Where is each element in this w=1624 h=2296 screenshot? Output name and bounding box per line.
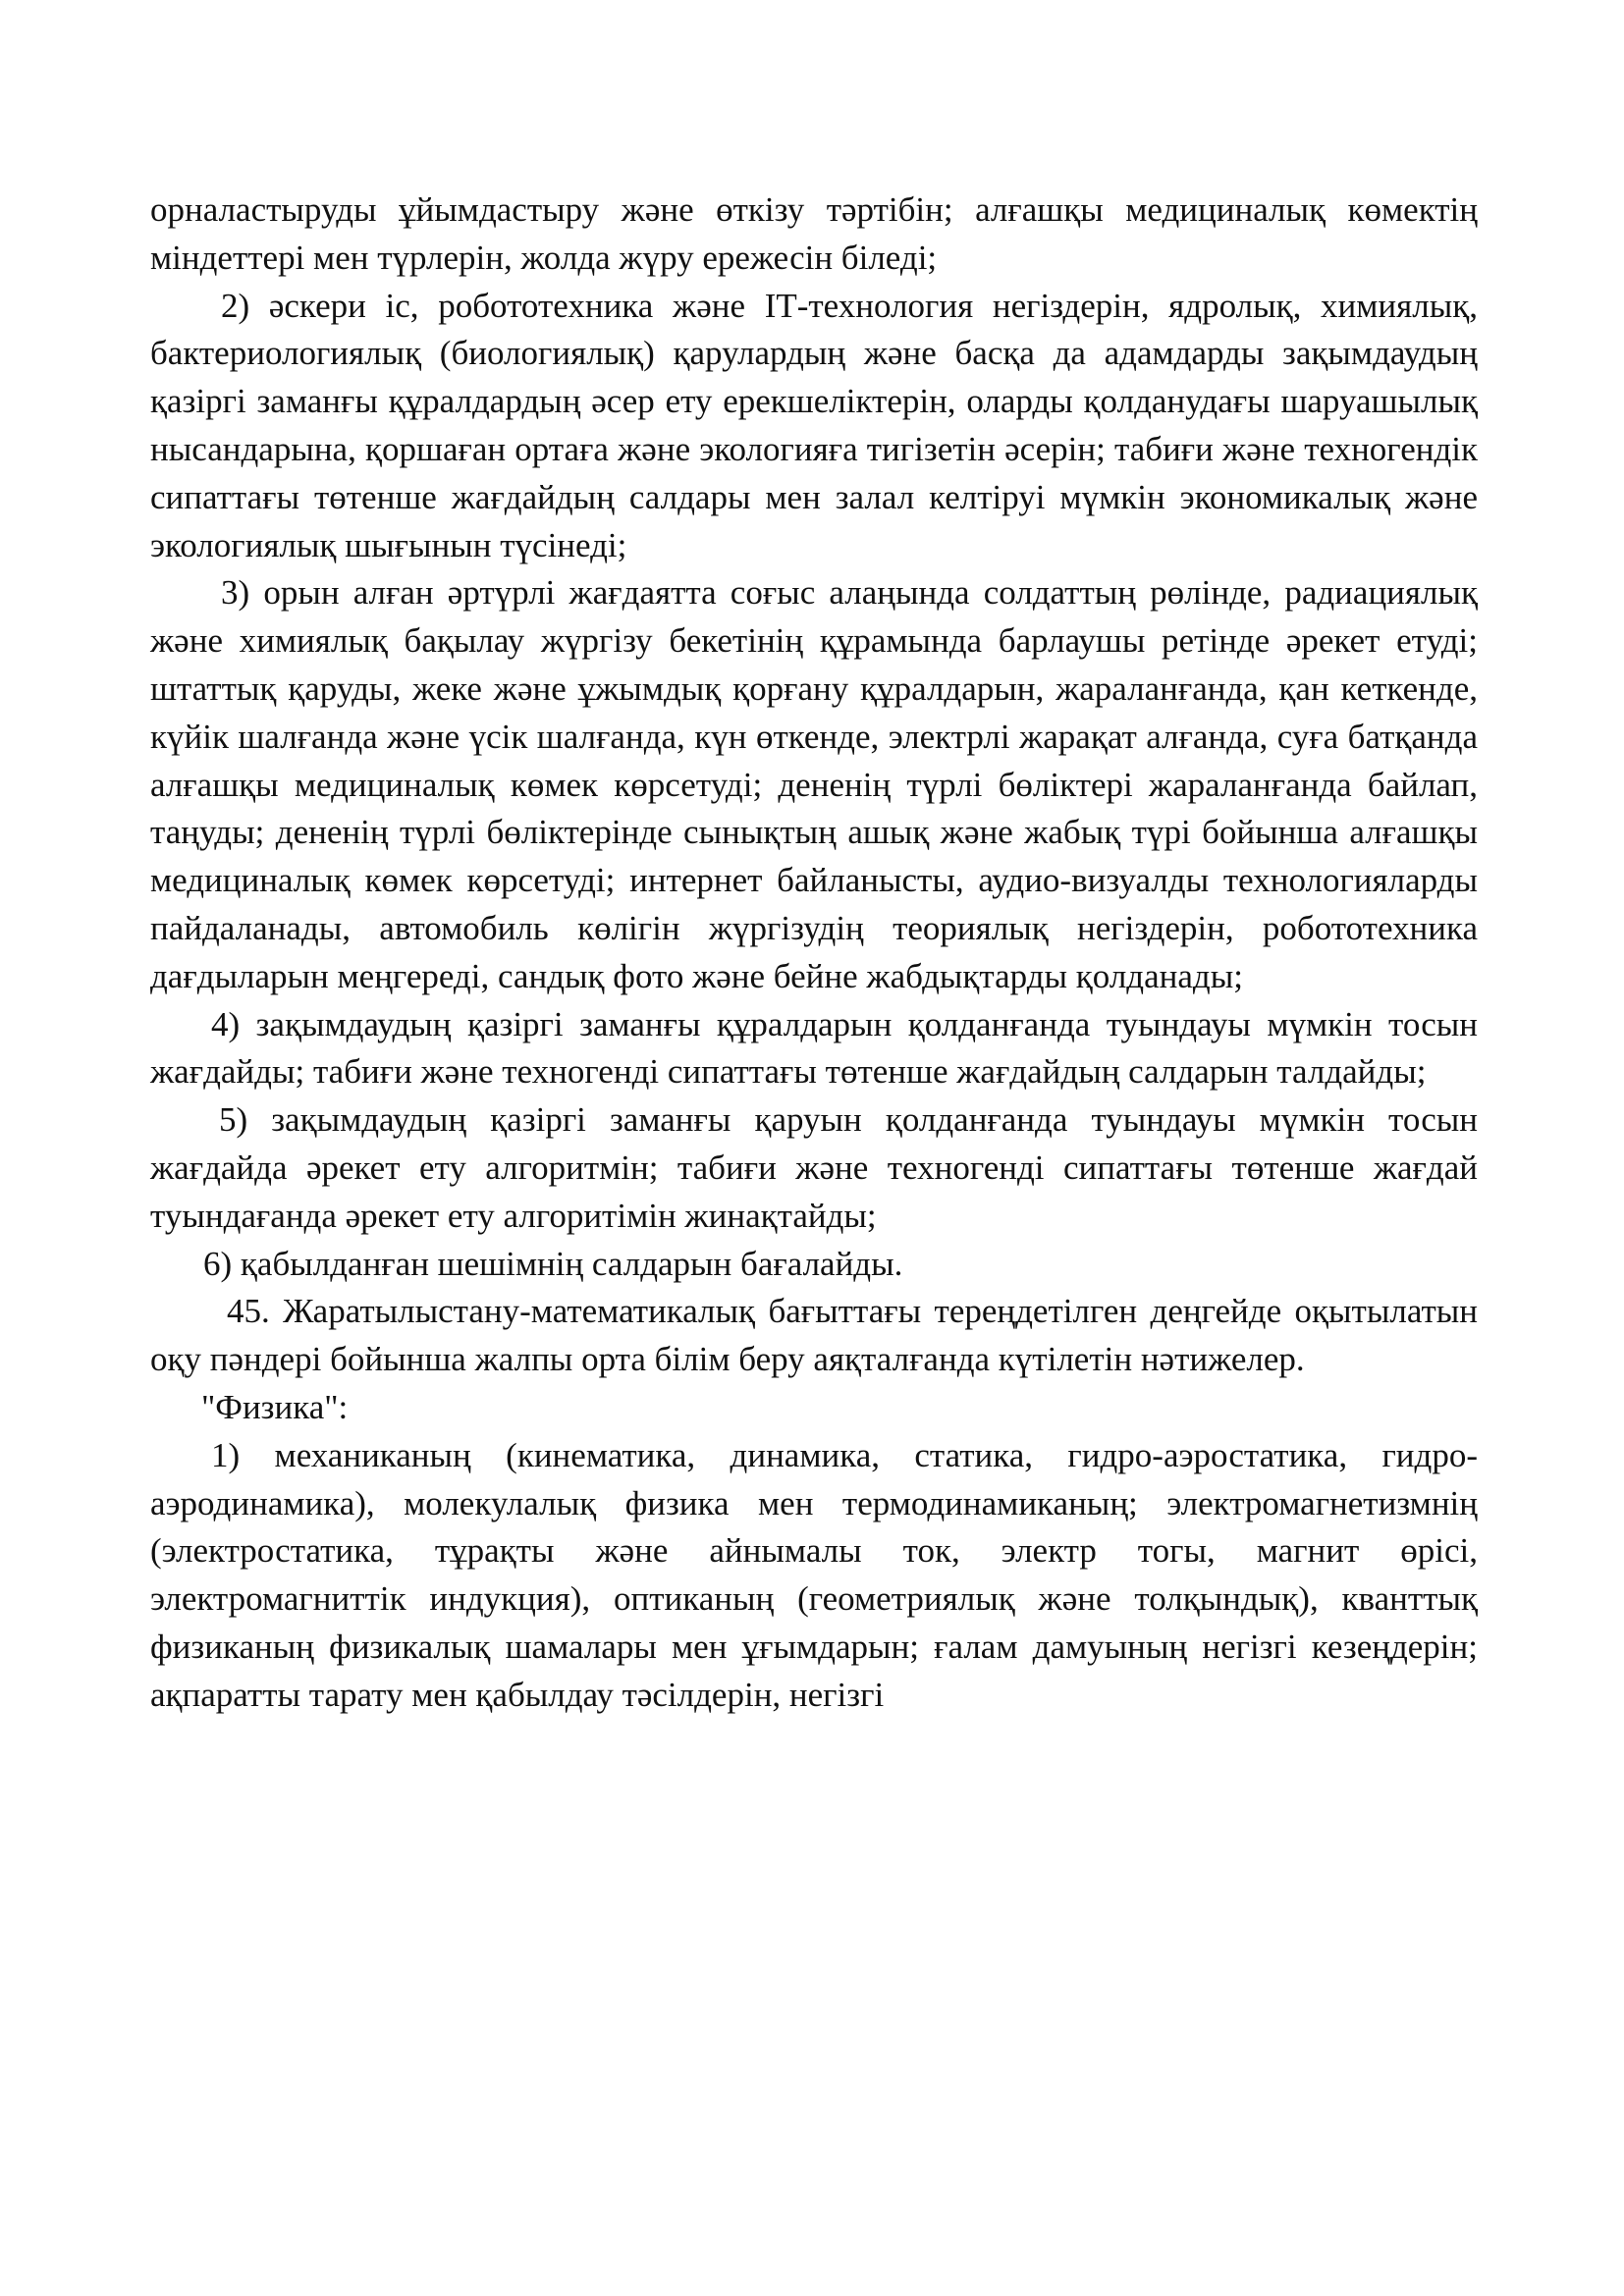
paragraph-physics-item-1: 1) механиканың (кинематика, динамика, статика, гидро-аэростатика, гидро-аэродинамика), молекулалық физика мен термодинамиканың; электромагнетизмнің (электростатика, тұрақты және айнымалы ток, электр тогы, магнит өрісі, электромагниттік индукция), оптиканың (геометриялық және толқындық), кванттық физиканың физикалық шамалары мен ұғымдарын; ғалам дамуының негізгі кезеңдерін; ақпаратты тарату мен қабылдау тәсілдерін, негізгі: [150, 1435, 1478, 1714]
paragraph-item-6: 6) қабылданған шешімнің салдарын бағалайды.: [203, 1244, 903, 1283]
paragraph-item-2: 2) әскери іс, робототехника және ІТ-технология негіздерін, ядролық, химиялық, бактериологиялық (биологиялық) қарулардың және басқа да адамдарды зақымдаудың қазіргі заманғы құралдардың әсер ету ерекшеліктерін, оларды қолданудағы шаруашылық нысандарына, қоршаған ортаға және экологияға тигізетін әсерін; табиғи және техногендік сипаттағы төтенше жағдайдың салдары мен залал келтіруі мүмкін экономикалық және экологиялық шығынын түсінеді;: [150, 286, 1478, 564]
subject-heading-physics: "Физика":: [201, 1387, 349, 1426]
paragraph-item-4: 4) зақымдаудың қазіргі заманғы құралдарын қолданғанда туындауы мүмкін тосын жағдайды; табиғи және техногенді сипаттағы төтенше жағдайдың салдарын талдайды;: [150, 1004, 1478, 1092]
paragraph-continuation: орналастыруды ұйымдастыру және өткізу тәртібін; алғашқы медициналық көмектің міндеттері мен түрлерін, жолда жүру ережесін біледі;: [150, 190, 1478, 277]
paragraph-item-3: 3) орын алған әртүрлі жағдаятта соғыс алаңында солдаттың рөлінде, радиациялық және химиялық бақылау жүргізу бекетінің құрамында барлаушы ретінде әрекет етуді; штаттық қаруды, жеке және ұжымдық қорғану құралдарын, жараланғанда, қан кеткенде, күйік шалғанда және үсік шалғанда, күн өткенде, электрлі жарақат алғанда, суға батқанда алғашқы медициналық көмек көрсетуді; дененің түрлі бөліктері жараланғанда байлап, таңуды; дененің түрлі бөліктерінде сынықтың ашық және жабық түрі бойынша алғашқы медициналық көмек көрсетуді; интернет байланысты, аудио-визуалды технологияларды пайдаланады, автомобиль көлігін жүргізудің теориялық негіздерін, робототехника дағдыларын меңгереді, сандық фото және бейне жабдықтарды қолданады;: [150, 573, 1478, 995]
paragraph-section-45: 45. Жаратылыстану-математикалық бағыттағы тереңдетілген деңгейде оқытылатын оқу пәндері бойынша жалпы орта білім беру аяқталғанда күтілетін нәтижелер.: [150, 1292, 1478, 1379]
document-body: [150, 187, 1478, 1720]
paragraph-item-5: 5) зақымдаудың қазіргі заманғы қаруын қолданғанда туындауы мүмкін тосын жағдайда әрекет ету алгоритмін; табиғи және техногенді сипаттағы төтенше жағдай туындағанда әрекет ету алгоритімін жинақтайды;: [150, 1100, 1478, 1235]
